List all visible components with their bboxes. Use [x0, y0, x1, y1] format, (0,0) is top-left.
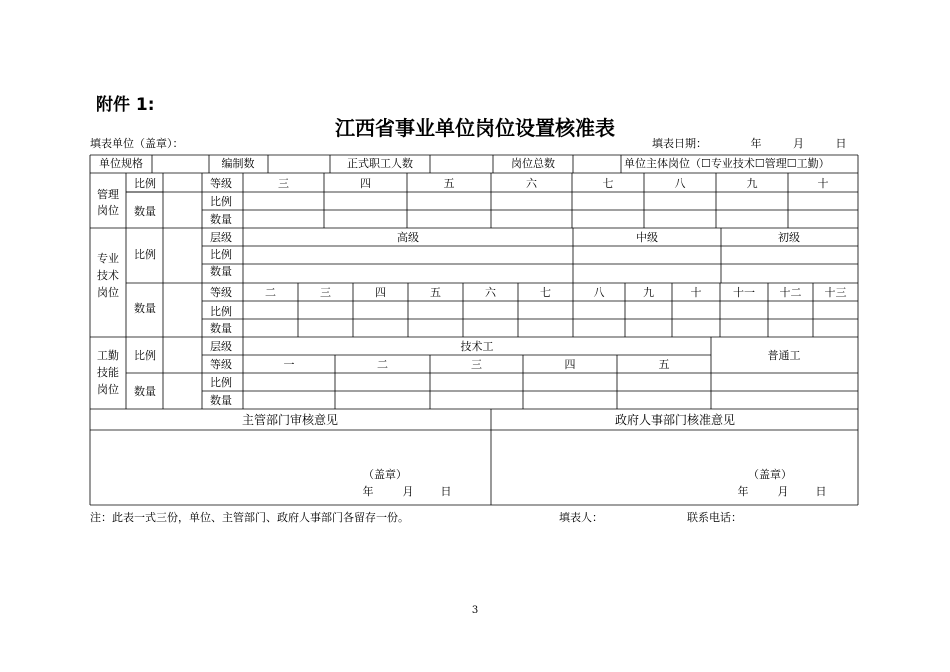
general-worker-label: 普通工 — [767, 349, 801, 362]
main-post-prefix: 单位主体岗位（ — [624, 157, 701, 170]
prof-ratio-row-label: 比例 — [210, 248, 232, 261]
skilled-worker-label: 技术工 — [460, 340, 494, 353]
option-mgmt: 管理 — [764, 157, 787, 170]
gov-opinion-title: 政府人事部门核准意见 — [614, 413, 736, 427]
worker-grade-4: 四 — [564, 358, 576, 371]
worker-level-label: 层级 — [210, 340, 232, 353]
fill-unit-label: 填表单位（盖章）： — [90, 137, 184, 150]
prof-grade-7: 八 — [593, 286, 605, 299]
mgmt-title-1: 管理 — [97, 188, 119, 201]
worker-grade-2: 二 — [377, 358, 388, 371]
gov-seal: （盖章） — [748, 468, 792, 481]
worker-grade-label: 等级 — [210, 358, 232, 371]
mgmt-quantity-label: 数量 — [134, 205, 156, 218]
page-number: 3 — [471, 605, 479, 616]
main-post-label — [624, 156, 830, 170]
prof-level-label: 层级 — [210, 231, 232, 244]
footer-note: 注：此表一式三份，单位、主管部门、政府人事部门各留存一份。 — [90, 511, 409, 524]
gov-year: 年 — [737, 485, 749, 498]
prof-ratio-label: 比例 — [134, 248, 156, 261]
prof-grade-2: 三 — [320, 286, 331, 299]
mgmt-ratio-label: 比例 — [134, 177, 156, 190]
checkbox-tech-icon[interactable]: ☐ — [701, 157, 711, 170]
prof-grade-1: 二 — [265, 286, 276, 299]
prof-grade-5: 六 — [485, 286, 496, 299]
formal-staff-label: 正式职工人数 — [347, 157, 413, 170]
prof-grade-10: 十一 — [733, 286, 755, 299]
table-grid-lines — [90, 155, 858, 505]
level-junior: 初级 — [778, 231, 800, 244]
gov-day: 日 — [815, 485, 827, 498]
prof-grade-11: 十二 — [779, 286, 802, 299]
dept-day: 日 — [440, 485, 452, 498]
prof-grade-3: 四 — [375, 286, 386, 299]
worker-grade-1: 一 — [283, 358, 295, 371]
prof-title-2: 技术 — [97, 269, 119, 282]
page-title: 江西省事业单位岗位设置核准表 — [335, 116, 615, 140]
prof-quantity-row2-label: 数量 — [210, 322, 232, 335]
prof-quantity-row-label: 数量 — [210, 265, 232, 278]
main-post-suffix: ） — [818, 157, 830, 170]
worker-grade-5: 五 — [658, 358, 670, 371]
mgmt-ratio-row-label: 比例 — [210, 195, 232, 208]
level-mid: 中级 — [636, 231, 658, 244]
mgmt-quantity-row-label: 数量 — [210, 213, 232, 226]
prof-grade-12: 十三 — [824, 286, 847, 299]
prof-title-3: 岗位 — [97, 286, 119, 299]
option-work: 工勤 — [796, 157, 819, 170]
date-month: 月 — [793, 137, 804, 150]
prof-quantity-label: 数量 — [134, 302, 156, 315]
mgmt-grade-7: 九 — [746, 177, 758, 190]
prof-grade-6: 七 — [540, 286, 551, 299]
contact-label: 联系电话： — [687, 511, 742, 524]
worker-title-2: 技能 — [97, 366, 119, 379]
mgmt-grade-6: 八 — [674, 177, 686, 190]
prof-title-1: 专业 — [97, 252, 119, 265]
mgmt-title-2: 岗位 — [97, 204, 119, 217]
checkbox-work-icon[interactable]: ☐ — [786, 157, 797, 170]
worker-title-3: 岗位 — [97, 383, 119, 396]
date-day: 日 — [835, 137, 847, 150]
filler-label: 填表人： — [559, 511, 603, 524]
mgmt-grade-4: 六 — [526, 177, 537, 190]
level-senior: 高级 — [397, 231, 419, 244]
prof-grade-8: 九 — [643, 286, 654, 299]
worker-quantity-label: 数量 — [134, 385, 156, 398]
dept-year: 年 — [362, 485, 374, 498]
fill-date-label: 填表日期： — [652, 137, 707, 150]
mgmt-grade-1: 三 — [278, 177, 289, 190]
prof-grade-label: 等级 — [210, 286, 232, 299]
prof-grade-9: 十 — [690, 286, 702, 299]
mgmt-grade-8: 十 — [817, 177, 829, 190]
worker-ratio-row-label: 比例 — [210, 376, 232, 389]
worker-quantity-row-label: 数量 — [210, 394, 232, 407]
staffing-label: 编制数 — [221, 157, 255, 170]
worker-title-1: 工勤 — [97, 349, 119, 362]
date-year: 年 — [750, 137, 762, 150]
prof-grade-4: 五 — [430, 286, 441, 299]
table-labels — [97, 156, 847, 498]
total-posts-label: 岗位总数 — [511, 157, 555, 170]
worker-ratio-label: 比例 — [134, 349, 156, 362]
prof-ratio-row2-label: 比例 — [210, 305, 232, 318]
attachment-label: 附件 1: — [96, 95, 155, 115]
unit-spec-label: 单位规格 — [99, 157, 143, 170]
mgmt-grade-2: 四 — [360, 177, 371, 190]
option-tech: 专业技术 — [710, 157, 755, 170]
worker-grade-3: 三 — [471, 358, 482, 371]
checkbox-mgmt-icon[interactable]: ☐ — [754, 157, 765, 170]
mgmt-grade-label: 等级 — [210, 177, 232, 190]
dept-month: 月 — [402, 485, 414, 498]
gov-month: 月 — [777, 485, 789, 498]
mgmt-grade-5: 七 — [602, 177, 614, 190]
dept-seal: （盖章） — [363, 468, 407, 481]
mgmt-grade-3: 五 — [443, 177, 455, 190]
dept-opinion-title: 主管部门审核意见 — [241, 413, 339, 427]
